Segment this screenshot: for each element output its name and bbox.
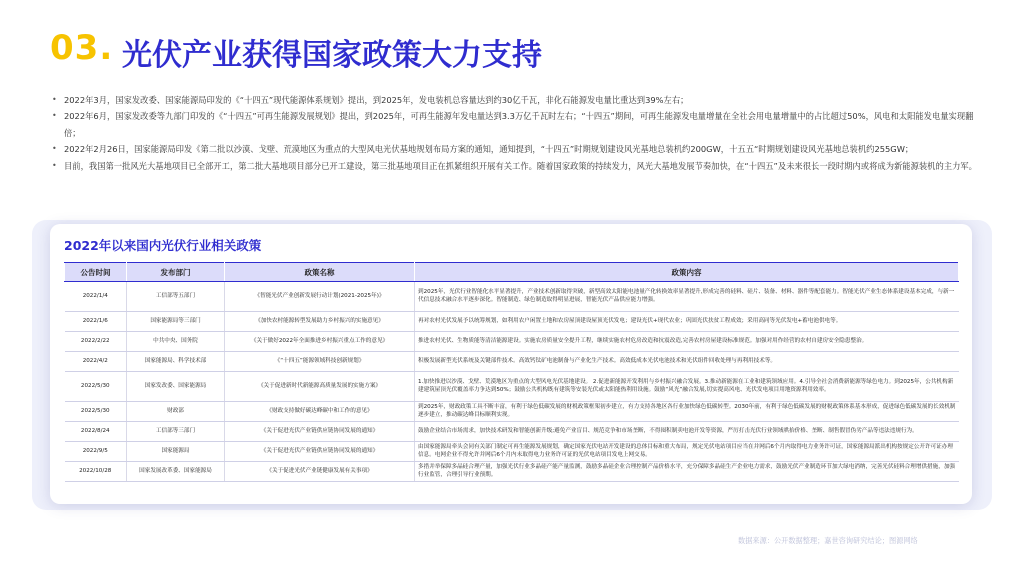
bullet-item: • 2022年2月26日，国家能源局印发《第二批以沙漠、戈壁、荒漠地区为重点的大型风电光伏基地规划布局方案的通知，通知提到，“十四五”时期规划建设风光基地总装机约200GW，十五五“时期规划建设风光基地总装机约255GW； xyxy=(52,141,982,157)
source-note: 数据来源：公开数据整理；嘉世咨询研究结论；图源网络 xyxy=(738,536,918,545)
cell-name: 《智能光伏产业创新发展行动计划(2021-2025年)》 xyxy=(225,282,415,312)
column-header-date: 公告时间 xyxy=(65,263,127,282)
bullet-list xyxy=(52,92,982,174)
cell-content: 1.加快推进以沙漠、戈壁、荒漠地区为重点的大型风电光伏基地建设。 2.促进新能源开发利用与乡村振兴融合发展。3.推动新能源在工业和建筑领域应用。4.引导全社会消费新能源等绿色电力。到2025年，公共机构新建建筑屋顶光伏覆盖率力争达到50%；鼓励公共机构既有建筑等安装光伏或太阳能热利用设施。鼓励“风光”融合发展,切实提高风电、光伏发电项目用地资源利用效率。 xyxy=(415,372,959,402)
cell-name: 《关于促进光伏产业链健康发展有关事项》 xyxy=(225,462,415,482)
cell-dept: 工信部等五部门 xyxy=(127,282,225,312)
table-row xyxy=(65,442,959,462)
cell-name: 《关于做好2022年全面推进乡村振兴重点工作的意见》 xyxy=(225,332,415,352)
table-row xyxy=(65,282,959,312)
cell-date: 2022/1/4 xyxy=(65,282,127,312)
cell-dept: 国家发展改革委、国家能源局 xyxy=(127,462,225,482)
bullet-item: • 目前，我国第一批风光大基地项目已全部开工，第二批大基地项目部分已开工建设，第三批基地项目正在抓紧组织开展有关工作。随着国家政策的持续发力，风光大基地发展节奏加快，在“十四五”及未来很长一段时期内或将成为新能源装机的主力军。 xyxy=(52,158,982,174)
cell-content: 多措并举保障多晶硅合理产量，加强光伏行业多晶硅产能产量监测，鼓励多晶硅企业合理控制产品价格水平，充分保障多晶硅生产企业电力需求，鼓励光伏产业制造环节加大绿电消纳，完善光伏硅料合理增供措施，加强行业监管，合理引导行业预期。 xyxy=(415,462,959,482)
column-header-content: 政策内容 xyxy=(415,263,959,282)
cell-dept: 国家能源局 xyxy=(127,442,225,462)
cell-content: 鼓励企业结合市场需求，加快技术研发和智能创新升级;避免产业盲目、规范竞争和市场垄断，不得囤积制卖电池开发等资源，严厉打击光伏行业领域哄抬价格、垄断、制售假冒伪劣产品等违法违规行为。 xyxy=(415,422,959,442)
cell-date: 2022/8/24 xyxy=(65,422,127,442)
column-header-dept: 发布部门 xyxy=(127,263,225,282)
table-row xyxy=(65,352,959,372)
table-row xyxy=(65,402,959,422)
cell-date: 2022/4/2 xyxy=(65,352,127,372)
cell-name: 《关于促进新时代新能源高质量发展的实施方案》 xyxy=(225,372,415,402)
bullet-item: • 2022年3月，国家发改委、国家能源局印发的《“十四五”现代能源体系规划》提出，到2025年，发电装机总容量达到约30亿千瓦，非化石能源发电量比重达到39%左右； xyxy=(52,92,982,108)
cell-content: 到2025年，光伏行业智能化水平显著提升，产业技术创新取得突破，新型高效太阳能电池量产化转换效率显著提升,形成完善的硅料、硅片、装备、材料、器件等配套能力。智能光伏产业生态体系建设基本完成，与新一代信息技术融合水平逐步深化。智能制造、绿色制造取得明显进展，智能光伏产品供应能力增强。 xyxy=(415,282,959,312)
table-row xyxy=(65,312,959,332)
policy-table xyxy=(64,262,959,482)
cell-name: 《“十四五”能源领域科技创新规划》 xyxy=(225,352,415,372)
bullet-item: • 2022年6月，国家发改委等九部门印发的《“十四五”可再生能源发展规划》提出，到2025年，可再生能源年发电量达到3.3万亿千瓦时左右；“十四五”期间，可再生能源发电量增量在全社会用电量增量中的占比超过50%，风电和太阳能发电量实现翻倍； xyxy=(52,108,982,141)
cell-date: 2022/5/30 xyxy=(65,372,127,402)
cell-dept: 财政部 xyxy=(127,402,225,422)
section-number: 03. xyxy=(50,28,114,68)
cell-dept: 国家发改委、国家能源局 xyxy=(127,372,225,402)
cell-dept: 国家能源局等三部门 xyxy=(127,312,225,332)
cell-content: 由国家能源局牵头会同有关部门制定可再生能源发展规划，确定国家光伏电站开发建设的总体目标和重大布局，规定光伏电站项目应当在并网后6个月内取得电力业务许可证，国家能源局派出机构按规定公开许可证办理信息。电网企业不得允许并网后6个月内未取得电力业务许可证的光伏电站项目发电上网交易。 xyxy=(415,442,959,462)
cell-date: 2022/10/28 xyxy=(65,462,127,482)
column-header-name: 政策名称 xyxy=(225,263,415,282)
table-row xyxy=(65,372,959,402)
cell-name: 《加快农村能源转型发展助力乡村振兴的实施意见》 xyxy=(225,312,415,332)
table-row xyxy=(65,422,959,442)
card-title: 2022年以来国内光伏行业相关政策 xyxy=(64,238,262,253)
cell-content: 积极发展新型光伏系统及关键部件技术。高效钙钛矿电池制备与产业化生产技术。高效低成本光伏电池技术和光伏组件回收处理与再利用技术等。 xyxy=(415,352,959,372)
cell-content: 到2025年，财政政策工具不断丰富，有利于绿色低碳发展的财税政策框架初步建立，有力支持各地区各行业加快绿色低碳转型。2030年前，有利于绿色低碳发展的财税政策体系基本形成，促进绿色低碳发展的长效机制逐步建立，推动碳达峰目标顺利实现。 xyxy=(415,402,959,422)
cell-date: 2022/9/5 xyxy=(65,442,127,462)
cell-dept: 国家能源局、科学技术部 xyxy=(127,352,225,372)
policy-card xyxy=(50,224,972,504)
table-row xyxy=(65,332,959,352)
table-header-row xyxy=(65,263,959,282)
cell-name: 《关于促进光伏产业链供应链协同发展的通知》 xyxy=(225,422,415,442)
cell-content: 再对农村光伏发展予以统筹规划，如利用农户闲置土地和农房屋顶建设屋顶光伏发电；建设光伏+现代农业；巩固光伏扶贫工程成效；采用高同等光伏发电+蓄电池供电等。 xyxy=(415,312,959,332)
cell-content: 推进农村光伏、生物质能等清洁能源建设。实施农房质量安全提升工程，继续实施农村危房改造和抗震改造,完善农村房屋建设标准规范。加强对用作经营的农村自建房安全隐患整治。 xyxy=(415,332,959,352)
page-title: 光伏产业获得国家政策大力支持 xyxy=(122,38,542,73)
cell-date: 2022/1/6 xyxy=(65,312,127,332)
cell-date: 2022/5/30 xyxy=(65,402,127,422)
cell-name: 《财政支持做好碳达峰碳中和工作的意见》 xyxy=(225,402,415,422)
cell-dept: 中共中央、国务院 xyxy=(127,332,225,352)
cell-dept: 工信部等三部门 xyxy=(127,422,225,442)
table-row xyxy=(65,462,959,482)
cell-date: 2022/2/22 xyxy=(65,332,127,352)
cell-name: 《关于促进光伏产业链供应链协同发展的通知》 xyxy=(225,442,415,462)
